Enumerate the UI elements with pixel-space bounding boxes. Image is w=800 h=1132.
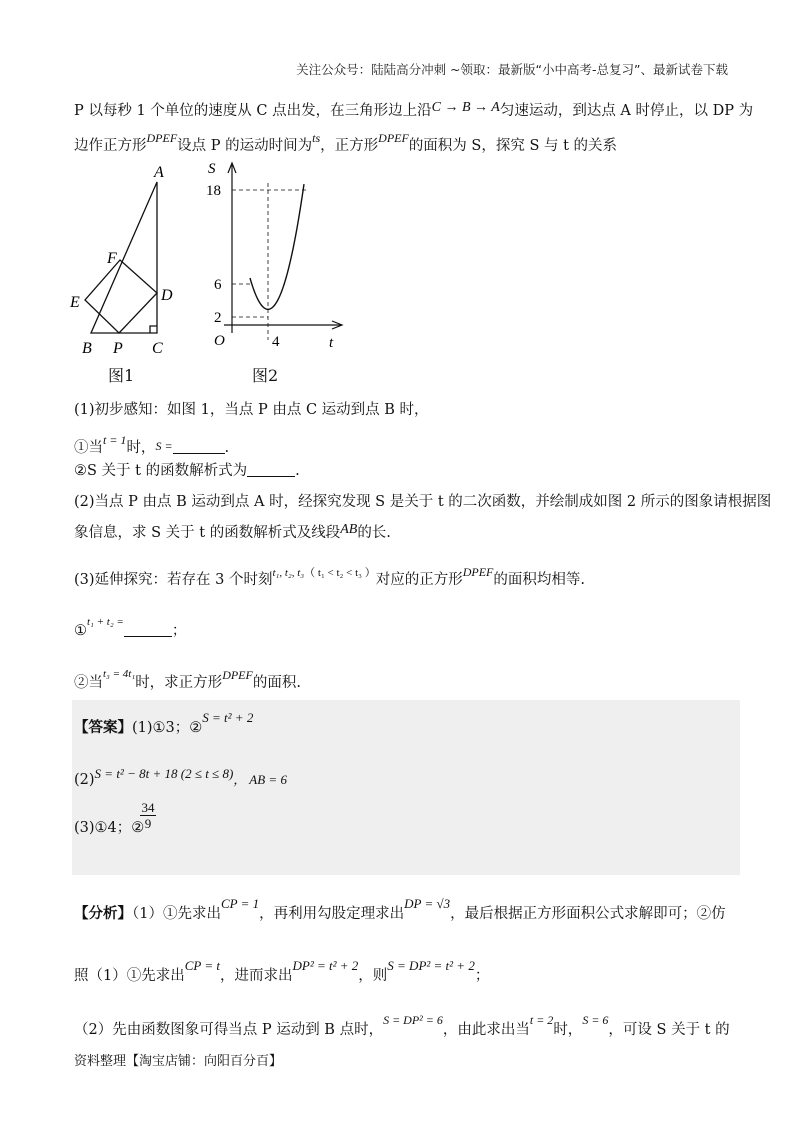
math-inline: DP² = t² + 2 bbox=[292, 958, 359, 973]
ab-math: AB bbox=[340, 522, 358, 537]
problem-text: 边作正方形 bbox=[74, 138, 147, 154]
answer-formula-2: S = t² − 8t + 18 (2 ≤ t ≤ 8) bbox=[94, 766, 234, 781]
question-2-line-1: (2)当点 P 由点 B 运动到点 A 时，经探究发现 S 是关于 t 的二次函数，并绘制成如图 2 所示的图象请根据图 bbox=[74, 494, 772, 510]
y-axis-label: S bbox=[208, 161, 216, 177]
q-text: ②S 关于 t 的函数解析式为 bbox=[74, 463, 248, 479]
math-inline: CP = 1 bbox=[220, 896, 260, 911]
q-text: . bbox=[295, 463, 300, 479]
question-1-part-1 bbox=[74, 430, 229, 458]
fraction-numerator: 34 bbox=[141, 800, 155, 815]
label-e: E bbox=[70, 294, 80, 311]
label-p: P bbox=[113, 340, 123, 357]
dpef-math: DPEF bbox=[378, 131, 409, 145]
problem-text: 设点 P 的运动时间为 bbox=[177, 138, 313, 154]
label-d: D bbox=[161, 287, 173, 304]
math-inline: S = DP² = 6 bbox=[383, 1013, 443, 1027]
label-b: B bbox=[82, 340, 92, 357]
analysis-line-3 bbox=[74, 1010, 730, 1040]
question-2-line-2 bbox=[74, 520, 391, 543]
fraction-denominator: 9 bbox=[144, 816, 152, 831]
figure-1-triangle bbox=[66, 160, 186, 360]
math-inline: DP = √3 bbox=[404, 896, 451, 911]
answer-line-3 bbox=[74, 818, 144, 838]
problem-text: 的面积为 S，探究 S 与 t 的关系 bbox=[408, 138, 618, 154]
ts-math: ts bbox=[312, 131, 321, 145]
answer-ab: ， AB = 6 bbox=[233, 772, 287, 787]
q-text: (3)延伸探究：若存在 3 个时刻 bbox=[74, 572, 273, 588]
q-text: 象信息，求 S 关于 t 的函数解析式及线段 bbox=[74, 525, 341, 541]
x-axis-label: t bbox=[329, 335, 334, 351]
answer-line-2 bbox=[74, 764, 287, 790]
answer-text: (1)①3；② bbox=[132, 720, 203, 736]
t-times-math: t₁, t₂, t₃ bbox=[272, 567, 305, 579]
problem-line-1 bbox=[74, 98, 753, 121]
math-inline: S = DP² = t² + 2 bbox=[387, 958, 475, 973]
label-a: A bbox=[154, 164, 164, 181]
question-3-part-1 bbox=[74, 612, 186, 641]
math-inline: CP = t bbox=[184, 958, 220, 973]
triangle-abc bbox=[91, 182, 157, 333]
footer-source: 资料整理【淘宝店铺：向阳百分百】 bbox=[74, 1054, 283, 1069]
answer-line-1 bbox=[74, 708, 253, 738]
answer-fraction bbox=[140, 800, 156, 831]
tick-2: 2 bbox=[214, 310, 222, 326]
q-text: 的长. bbox=[357, 525, 391, 541]
problem-text: P 以每秒 1 个单位的速度从 C 点出发，在三角形边上沿 bbox=[74, 103, 432, 119]
path-math: C → B → A bbox=[431, 100, 500, 115]
answer-text: (2) bbox=[74, 772, 95, 788]
q-text: 时， bbox=[126, 440, 156, 456]
q-text: ① bbox=[74, 623, 87, 639]
analysis-text: 照（1）①先求出 bbox=[74, 968, 185, 984]
q-text: ①当 bbox=[74, 440, 103, 456]
label-f: F bbox=[107, 250, 117, 267]
answer-blank[interactable] bbox=[247, 462, 295, 477]
label-c: C bbox=[152, 340, 163, 357]
q-text: 的面积均相等. bbox=[493, 572, 585, 588]
analysis-text: （2）先由函数图象可得当点 P 运动到 B 点时， bbox=[74, 1022, 384, 1038]
tick-4: 4 bbox=[272, 334, 280, 350]
t3-equals-4t1: t₃ = 4t₁ bbox=[103, 668, 136, 680]
quadratic-curve bbox=[250, 184, 304, 309]
dpef-math: DPEF bbox=[146, 131, 178, 145]
problem-line-2 bbox=[74, 128, 617, 156]
analysis-text: ，最后根据正方形面积公式求解即可；②仿 bbox=[450, 906, 726, 922]
analysis-text: ，可设 S 关于 t 的 bbox=[608, 1022, 730, 1038]
q-text: 的面积. bbox=[252, 675, 301, 691]
figure-2-graph bbox=[196, 155, 356, 355]
question-3-intro bbox=[74, 562, 585, 590]
analysis-text: ，由此求出当 bbox=[442, 1022, 530, 1038]
problem-text: 匀速运动，到达点 A 时停止，以 DP 为 bbox=[499, 103, 754, 119]
math-inline: t = 2 bbox=[529, 1013, 554, 1027]
question-3-part-2 bbox=[74, 664, 301, 693]
q-text: 时，求正方形 bbox=[135, 675, 223, 691]
figure-2-caption: 图2 bbox=[252, 366, 279, 385]
t-equals-1: t = 1 bbox=[103, 433, 127, 447]
t1-plus-t2: t₁ + t₂ = bbox=[87, 616, 124, 628]
analysis-text: 时， bbox=[553, 1022, 583, 1038]
analysis-line-2 bbox=[74, 956, 489, 986]
analysis-text: （1）①先求出 bbox=[132, 906, 221, 922]
analysis-line-1 bbox=[74, 894, 726, 924]
header-banner: 关注公众号：陆陆高分冲刺 ~领取：最新版“小中高考-总复习”、最新试卷下载 bbox=[296, 62, 728, 77]
origin-label: O bbox=[214, 333, 225, 349]
answer-text: (3)①4；② bbox=[74, 820, 145, 836]
answer-formula-1: S = t² + 2 bbox=[202, 710, 254, 725]
analysis-label: 【分析】 bbox=[74, 906, 132, 922]
analysis-text: ，则 bbox=[358, 968, 388, 984]
q-text: ②当 bbox=[74, 675, 103, 691]
analysis-text: ，再利用勾股定理求出 bbox=[259, 906, 405, 922]
q-text: ； bbox=[171, 623, 187, 639]
math-inline: S = 6 bbox=[582, 1013, 609, 1027]
answer-blank[interactable] bbox=[173, 439, 225, 454]
answer-blank[interactable] bbox=[124, 622, 172, 637]
tick-18: 18 bbox=[206, 183, 221, 199]
q-text: . bbox=[224, 440, 230, 456]
dpef-math: DPEF bbox=[462, 565, 494, 579]
question-1-part-2 bbox=[74, 461, 300, 481]
answer-label: 【答案】 bbox=[74, 720, 132, 736]
q-text: 对应的正方形 bbox=[375, 572, 463, 588]
tick-6: 6 bbox=[214, 277, 222, 293]
figure-1-caption: 图1 bbox=[108, 366, 135, 385]
analysis-text: ，进而求出 bbox=[220, 968, 293, 984]
problem-text: ，正方形 bbox=[320, 138, 379, 154]
t-order-math: （ t₁ < t₂ < t₃ ） bbox=[304, 567, 376, 579]
right-angle-mark bbox=[150, 326, 157, 333]
dpef-math: DPEF bbox=[222, 668, 253, 682]
question-1-intro: (1)初步感知：如图 1，当点 P 由点 C 运动到点 B 时， bbox=[74, 402, 429, 418]
s-equals: S = bbox=[155, 439, 173, 453]
analysis-text: ； bbox=[474, 968, 490, 984]
